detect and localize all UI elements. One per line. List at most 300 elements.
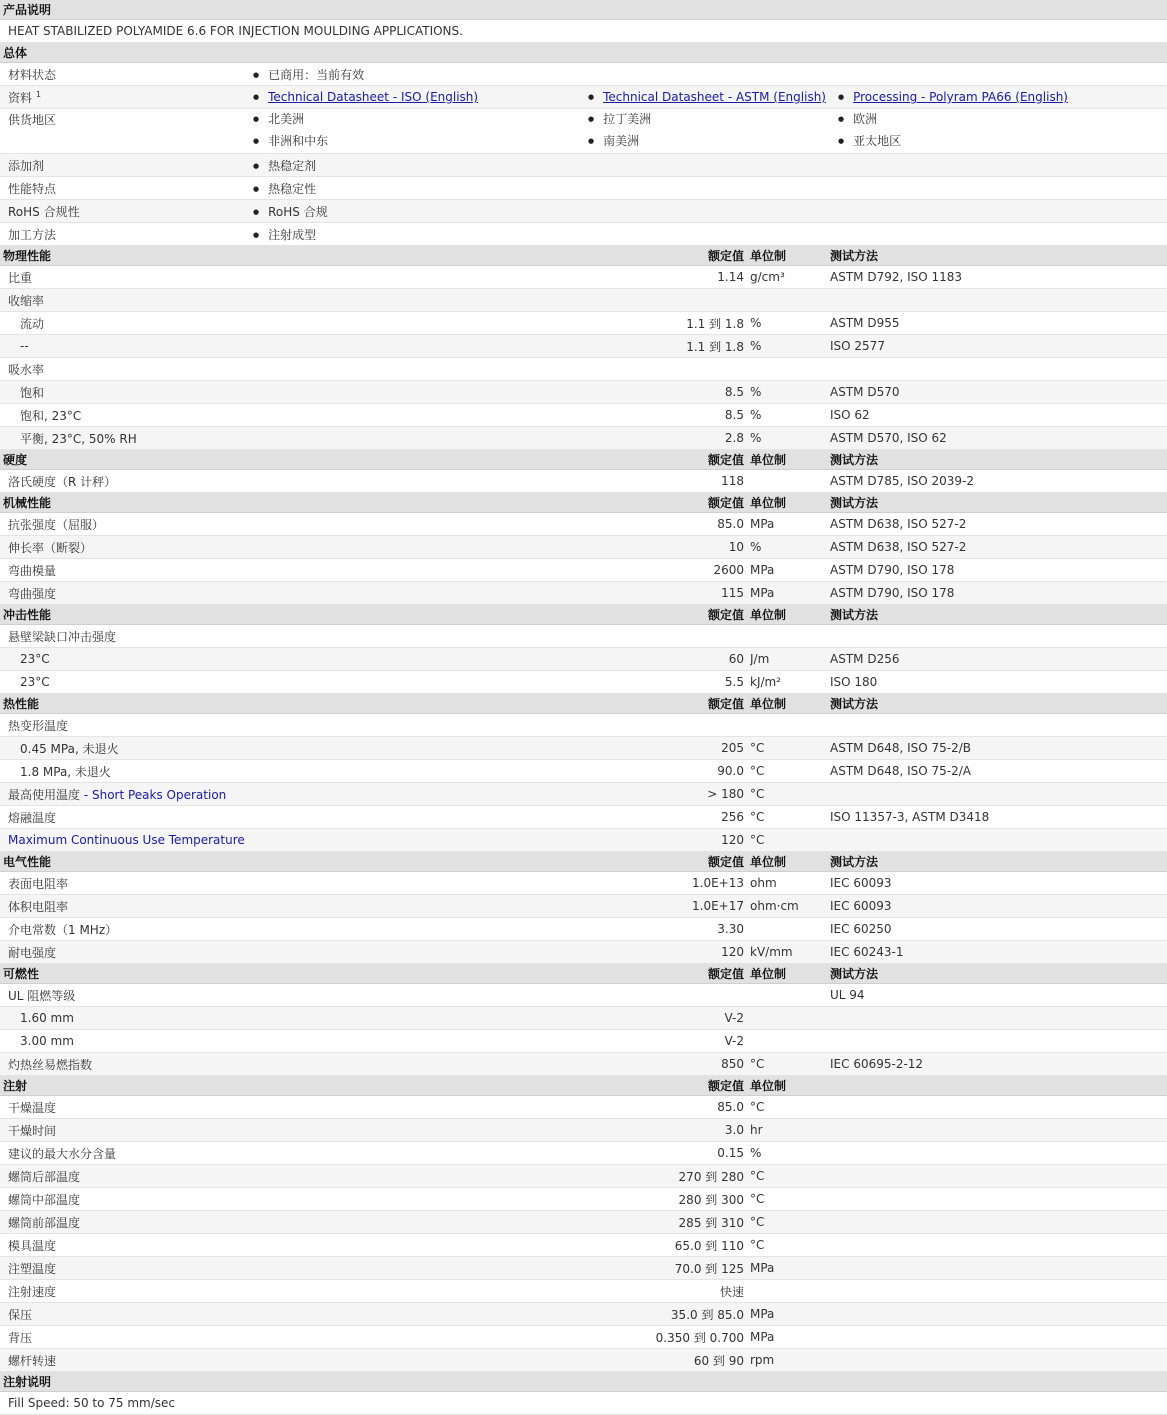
test-method xyxy=(830,625,1167,648)
property-name: 流动 xyxy=(20,316,45,331)
property-label xyxy=(0,335,580,358)
section-title: 总体 xyxy=(0,43,1167,63)
test-method: ASTM D790, ISO 178 xyxy=(830,582,1167,605)
test-method xyxy=(830,1326,1167,1349)
property-label xyxy=(0,1007,580,1030)
property-name: 背压 xyxy=(8,1330,33,1345)
test-method: IEC 60243-1 xyxy=(830,941,1167,964)
section-title: 产品说明 xyxy=(0,0,1167,20)
property-label xyxy=(0,289,580,312)
property-label xyxy=(0,941,580,964)
section-header-injection xyxy=(0,1076,1167,1096)
property-value: > 180 xyxy=(580,783,750,806)
property-row xyxy=(0,1188,1167,1211)
footnote-marker: 1 xyxy=(35,89,41,99)
property-label xyxy=(0,381,580,404)
property-row xyxy=(0,625,1167,648)
region-item: ● 南美洲 xyxy=(588,131,830,153)
test-method: ASTM D955 xyxy=(830,312,1167,335)
property-unit: °C xyxy=(750,1096,830,1119)
property-name: 洛氏硬度（R 计秤） xyxy=(8,474,117,489)
property-name: 弯曲模量 xyxy=(8,563,57,578)
property-value: 10 xyxy=(580,536,750,559)
property-label xyxy=(0,625,580,648)
property-value xyxy=(580,289,750,312)
property-name: 介电常数（1 MHz） xyxy=(8,922,118,937)
test-method xyxy=(830,829,1167,852)
test-method xyxy=(830,1165,1167,1188)
col-header-nominal: 额定值 xyxy=(580,246,750,266)
section-title: 硬度 xyxy=(0,450,580,470)
col-header-nominal: 额定值 xyxy=(580,493,750,513)
property-row xyxy=(0,806,1167,829)
property-name: 饱和 xyxy=(20,385,45,400)
region-item: ● 亚太地区 xyxy=(838,131,1167,153)
property-unit: MPa xyxy=(750,513,830,536)
property-unit: g/cm³ xyxy=(750,266,830,289)
col-header-method: 测试方法 xyxy=(830,605,1167,625)
property-unit: MPa xyxy=(750,1257,830,1280)
property-label xyxy=(0,648,580,671)
property-row xyxy=(0,513,1167,536)
row-label: 性能特点 xyxy=(0,177,245,200)
section-header-thermal xyxy=(0,694,1167,714)
test-method: IEC 60695-2-12 xyxy=(830,1053,1167,1076)
property-row xyxy=(0,1119,1167,1142)
property-label xyxy=(0,895,580,918)
property-label xyxy=(0,671,580,694)
test-method xyxy=(830,1188,1167,1211)
property-label xyxy=(0,582,580,605)
additives-value: ● 热稳定剂 xyxy=(253,159,316,173)
col-header-method: 测试方法 xyxy=(830,450,1167,470)
property-value: V-2 xyxy=(580,1007,750,1030)
property-label xyxy=(0,829,580,852)
property-value xyxy=(580,714,750,737)
test-method xyxy=(830,289,1167,312)
property-unit: °C xyxy=(750,737,830,760)
property-unit: °C xyxy=(750,829,830,852)
property-value: 205 xyxy=(580,737,750,760)
property-label xyxy=(0,1257,580,1280)
col-header-nominal: 额定值 xyxy=(580,1076,750,1096)
property-unit: °C xyxy=(750,806,830,829)
property-name: 比重 xyxy=(8,270,33,285)
general-row-regions xyxy=(0,109,1167,154)
property-name: 饱和, 23°C xyxy=(20,408,82,423)
col-header-method: 测试方法 xyxy=(830,964,1167,984)
property-name: 吸水率 xyxy=(8,362,45,377)
property-unit: % xyxy=(750,536,830,559)
property-unit: kJ/m² xyxy=(750,671,830,694)
property-name: 弯曲强度 xyxy=(8,586,57,601)
row-label: 供货地区 xyxy=(0,109,245,154)
section-header-physical xyxy=(0,246,1167,266)
property-unit: J/m xyxy=(750,648,830,671)
property-label xyxy=(0,427,580,450)
property-value: 120 xyxy=(580,941,750,964)
property-unit: % xyxy=(750,312,830,335)
property-row xyxy=(0,312,1167,335)
property-value: 1.14 xyxy=(580,266,750,289)
property-name: 熔融温度 xyxy=(8,810,57,825)
property-unit: °C xyxy=(750,1165,830,1188)
property-label xyxy=(0,714,580,737)
general-row-processing xyxy=(0,223,1167,246)
property-name: 注射速度 xyxy=(8,1284,57,1299)
property-row xyxy=(0,1165,1167,1188)
test-method xyxy=(830,1303,1167,1326)
property-name: 螺筒后部温度 xyxy=(8,1169,81,1184)
iso-datasheet-link[interactable]: Technical Datasheet - ISO (English) xyxy=(268,90,479,104)
property-label xyxy=(0,918,580,941)
row-value xyxy=(245,223,1167,246)
property-row xyxy=(0,335,1167,358)
property-unit: rpm xyxy=(750,1349,830,1372)
property-unit: MPa xyxy=(750,559,830,582)
property-label xyxy=(0,737,580,760)
property-name: 悬壁梁缺口冲击强度 xyxy=(8,629,117,644)
documents-label: 资料 xyxy=(8,90,33,105)
property-unit: °C xyxy=(750,1211,830,1234)
property-name: 3.00 mm xyxy=(20,1034,74,1048)
col-header-nominal: 额定值 xyxy=(580,694,750,714)
property-name: 伸长率（断裂） xyxy=(8,540,93,555)
property-row xyxy=(0,470,1167,493)
property-label xyxy=(0,984,580,1007)
property-label xyxy=(0,266,580,289)
astm-datasheet-link[interactable]: Technical Datasheet - ASTM (English) xyxy=(603,90,826,104)
property-label xyxy=(0,1234,580,1257)
property-label xyxy=(0,559,580,582)
section-header-product-desc xyxy=(0,0,1167,20)
property-row xyxy=(0,829,1167,852)
region-item: ● 非洲和中东 xyxy=(253,131,580,153)
property-value: 115 xyxy=(580,582,750,605)
col-header-unit: 单位制 xyxy=(750,694,830,714)
col-header-unit: 单位制 xyxy=(750,1076,830,1096)
property-name: 螺筒中部温度 xyxy=(8,1192,81,1207)
col-header-nominal: 额定值 xyxy=(580,450,750,470)
property-label xyxy=(0,1142,580,1165)
property-value: V-2 xyxy=(580,1030,750,1053)
property-row xyxy=(0,381,1167,404)
property-row xyxy=(0,1030,1167,1053)
property-unit xyxy=(750,289,830,312)
property-value xyxy=(580,625,750,648)
property-value: 1.1 到 1.8 xyxy=(580,312,750,335)
property-name: 模具温度 xyxy=(8,1238,57,1253)
property-label xyxy=(0,1280,580,1303)
property-unit: % xyxy=(750,335,830,358)
property-row xyxy=(0,1303,1167,1326)
property-label xyxy=(0,1165,580,1188)
test-method: IEC 60250 xyxy=(830,918,1167,941)
property-row xyxy=(0,1280,1167,1303)
property-name: 建议的最大水分含量 xyxy=(8,1146,117,1161)
property-row xyxy=(0,266,1167,289)
property-row xyxy=(0,714,1167,737)
section-header-injection-notes xyxy=(0,1372,1167,1392)
section-title: 注射说明 xyxy=(0,1372,1167,1392)
property-value: 1.0E+13 xyxy=(580,872,750,895)
property-label xyxy=(0,470,580,493)
test-method: ASTM D570, ISO 62 xyxy=(830,427,1167,450)
property-value: 0.350 到 0.700 xyxy=(580,1326,750,1349)
property-name: 螺筒前部温度 xyxy=(8,1215,81,1230)
property-label xyxy=(0,1211,580,1234)
test-method xyxy=(830,1234,1167,1257)
property-name: UL 阻燃等级 xyxy=(8,988,76,1003)
property-row xyxy=(0,872,1167,895)
product-desc-row xyxy=(0,20,1167,43)
property-row xyxy=(0,582,1167,605)
col-header-unit: 单位制 xyxy=(750,493,830,513)
section-title: 冲击性能 xyxy=(0,605,580,625)
property-row xyxy=(0,783,1167,806)
general-row-material-status xyxy=(0,63,1167,86)
property-value: 120 xyxy=(580,829,750,852)
col-header-unit: 单位制 xyxy=(750,852,830,872)
row-label xyxy=(0,86,245,109)
property-unit: °C xyxy=(750,1188,830,1211)
test-method xyxy=(830,358,1167,381)
test-method: ASTM D570 xyxy=(830,381,1167,404)
property-row xyxy=(0,404,1167,427)
processing-guide-link[interactable]: Processing - Polyram PA66 (English) xyxy=(853,90,1068,104)
rohs-value: ● RoHS 合规 xyxy=(253,205,328,219)
section-title: 热性能 xyxy=(0,694,580,714)
material-status-value: ● 已商用：当前有效 xyxy=(253,68,364,82)
processing-value: ● 注射成型 xyxy=(253,228,316,242)
property-row xyxy=(0,1053,1167,1076)
test-method xyxy=(830,1211,1167,1234)
property-row xyxy=(0,1142,1167,1165)
section-title: 电气性能 xyxy=(0,852,580,872)
row-label: 材料状态 xyxy=(0,63,245,86)
property-value: 270 到 280 xyxy=(580,1165,750,1188)
property-name: 螺杆转速 xyxy=(8,1353,57,1368)
property-value: 快速 xyxy=(580,1280,750,1303)
col-header-method: 测试方法 xyxy=(830,852,1167,872)
test-method: UL 94 xyxy=(830,984,1167,1007)
property-value xyxy=(580,358,750,381)
test-method xyxy=(830,783,1167,806)
property-name: 收缩率 xyxy=(8,293,45,308)
property-label xyxy=(0,783,580,806)
section-header-hardness xyxy=(0,450,1167,470)
test-method: IEC 60093 xyxy=(830,895,1167,918)
property-name: 1.60 mm xyxy=(20,1011,74,1025)
section-header-general xyxy=(0,43,1167,63)
property-unit: °C xyxy=(750,1234,830,1257)
property-row xyxy=(0,427,1167,450)
test-method xyxy=(830,1096,1167,1119)
property-label xyxy=(0,536,580,559)
general-row-features xyxy=(0,177,1167,200)
test-method: ASTM D256 xyxy=(830,648,1167,671)
col-header-method: 测试方法 xyxy=(830,694,1167,714)
property-unit: % xyxy=(750,427,830,450)
property-label xyxy=(0,760,580,783)
section-header-impact xyxy=(0,605,1167,625)
property-label xyxy=(0,1349,580,1372)
property-label xyxy=(0,1326,580,1349)
test-method xyxy=(830,1030,1167,1053)
section-header-electrical xyxy=(0,852,1167,872)
region-item: ● 欧洲 xyxy=(838,109,1167,131)
property-label xyxy=(0,1096,580,1119)
property-label xyxy=(0,1053,580,1076)
region-col-2 xyxy=(580,109,830,154)
col-header-unit: 单位制 xyxy=(750,605,830,625)
col-header-nominal: 额定值 xyxy=(580,852,750,872)
property-name: 平衡, 23°C, 50% RH xyxy=(20,431,137,446)
property-label xyxy=(0,312,580,335)
property-unit: MPa xyxy=(750,1326,830,1349)
property-value: 60 到 90 xyxy=(580,1349,750,1372)
features-value: ● 热稳定性 xyxy=(253,182,316,196)
col-header-nominal: 额定值 xyxy=(580,964,750,984)
doc-link-cell xyxy=(580,86,830,109)
property-row xyxy=(0,559,1167,582)
row-label: 添加剂 xyxy=(0,154,245,177)
region-col-3 xyxy=(830,109,1167,154)
col-header-method xyxy=(830,1076,1167,1096)
region-item: ● 北美洲 xyxy=(253,109,580,131)
test-method xyxy=(830,1349,1167,1372)
property-row xyxy=(0,1349,1167,1372)
property-unit xyxy=(750,1007,830,1030)
property-unit: °C xyxy=(750,783,830,806)
property-value: 60 xyxy=(580,648,750,671)
test-method: IEC 60093 xyxy=(830,872,1167,895)
test-method: ISO 11357-3, ASTM D3418 xyxy=(830,806,1167,829)
property-value: 0.15 xyxy=(580,1142,750,1165)
property-name: 保压 xyxy=(8,1307,33,1322)
property-row xyxy=(0,1211,1167,1234)
property-value: 35.0 到 85.0 xyxy=(580,1303,750,1326)
section-title: 注射 xyxy=(0,1076,580,1096)
row-value xyxy=(245,177,1167,200)
test-method: ISO 180 xyxy=(830,671,1167,694)
property-value: 85.0 xyxy=(580,513,750,536)
property-label xyxy=(0,872,580,895)
property-condition: Maximum Continuous Use Temperature xyxy=(8,833,245,847)
property-name: 抗张强度（屈服） xyxy=(8,517,105,532)
property-condition: - Short Peaks Operation xyxy=(80,787,227,802)
property-row xyxy=(0,984,1167,1007)
test-method: ASTM D648, ISO 75-2/B xyxy=(830,737,1167,760)
property-name: 干燥温度 xyxy=(8,1100,57,1115)
property-value: 85.0 xyxy=(580,1096,750,1119)
property-row xyxy=(0,1326,1167,1349)
test-method: ISO 2577 xyxy=(830,335,1167,358)
test-method xyxy=(830,1007,1167,1030)
property-row xyxy=(0,760,1167,783)
property-value: 2600 xyxy=(580,559,750,582)
property-value: 1.1 到 1.8 xyxy=(580,335,750,358)
property-name: 注塑温度 xyxy=(8,1261,57,1276)
property-unit xyxy=(750,358,830,381)
col-header-method: 测试方法 xyxy=(830,246,1167,266)
property-name: 23°C xyxy=(20,675,50,689)
property-row xyxy=(0,737,1167,760)
test-method: ASTM D785, ISO 2039-2 xyxy=(830,470,1167,493)
property-unit xyxy=(750,1030,830,1053)
property-row xyxy=(0,289,1167,312)
doc-link-cell xyxy=(245,86,580,109)
col-header-nominal: 额定值 xyxy=(580,605,750,625)
section-header-flammability xyxy=(0,964,1167,984)
test-method: ASTM D790, ISO 178 xyxy=(830,559,1167,582)
property-unit: MPa xyxy=(750,582,830,605)
property-name: 干燥时间 xyxy=(8,1123,57,1138)
property-unit xyxy=(750,918,830,941)
property-label xyxy=(0,1030,580,1053)
product-desc-text: HEAT STABILIZED POLYAMIDE 6.6 FOR INJECTION MOULDING APPLICATIONS. xyxy=(0,20,1167,43)
property-row xyxy=(0,895,1167,918)
section-title: 可燃性 xyxy=(0,964,580,984)
doc-link-cell xyxy=(830,86,1167,109)
property-name: 表面电阻率 xyxy=(8,876,69,891)
row-value xyxy=(245,63,1167,86)
general-row-rohs xyxy=(0,200,1167,223)
row-label: RoHS 合规性 xyxy=(0,200,245,223)
property-unit xyxy=(750,1280,830,1303)
property-value: 8.5 xyxy=(580,381,750,404)
property-unit: ohm xyxy=(750,872,830,895)
property-unit: °C xyxy=(750,1053,830,1076)
property-label xyxy=(0,404,580,427)
property-value: 5.5 xyxy=(580,671,750,694)
property-row xyxy=(0,941,1167,964)
property-label xyxy=(0,358,580,381)
property-label xyxy=(0,1303,580,1326)
test-method: ASTM D792, ISO 1183 xyxy=(830,266,1167,289)
test-method xyxy=(830,1257,1167,1280)
test-method xyxy=(830,1119,1167,1142)
property-unit xyxy=(750,714,830,737)
property-unit: MPa xyxy=(750,1303,830,1326)
property-name: 体积电阻率 xyxy=(8,899,69,914)
property-value: 850 xyxy=(580,1053,750,1076)
property-row xyxy=(0,671,1167,694)
property-row xyxy=(0,918,1167,941)
property-row xyxy=(0,536,1167,559)
general-row-additives xyxy=(0,154,1167,177)
property-label xyxy=(0,513,580,536)
injection-notes-text: Fill Speed: 50 to 75 mm/sec xyxy=(0,1392,1167,1415)
test-method xyxy=(830,714,1167,737)
property-row xyxy=(0,648,1167,671)
section-title: 机械性能 xyxy=(0,493,580,513)
property-name: 最高使用温度 xyxy=(8,787,81,802)
property-row xyxy=(0,358,1167,381)
property-name: 热变形温度 xyxy=(8,718,69,733)
property-value: 70.0 到 125 xyxy=(580,1257,750,1280)
property-value: 1.0E+17 xyxy=(580,895,750,918)
region-col-1 xyxy=(245,109,580,154)
property-unit: kV/mm xyxy=(750,941,830,964)
property-unit: hr xyxy=(750,1119,830,1142)
property-unit: % xyxy=(750,404,830,427)
test-method: ASTM D648, ISO 75-2/A xyxy=(830,760,1167,783)
test-method xyxy=(830,1142,1167,1165)
property-label xyxy=(0,1188,580,1211)
property-value: 256 xyxy=(580,806,750,829)
row-label: 加工方法 xyxy=(0,223,245,246)
